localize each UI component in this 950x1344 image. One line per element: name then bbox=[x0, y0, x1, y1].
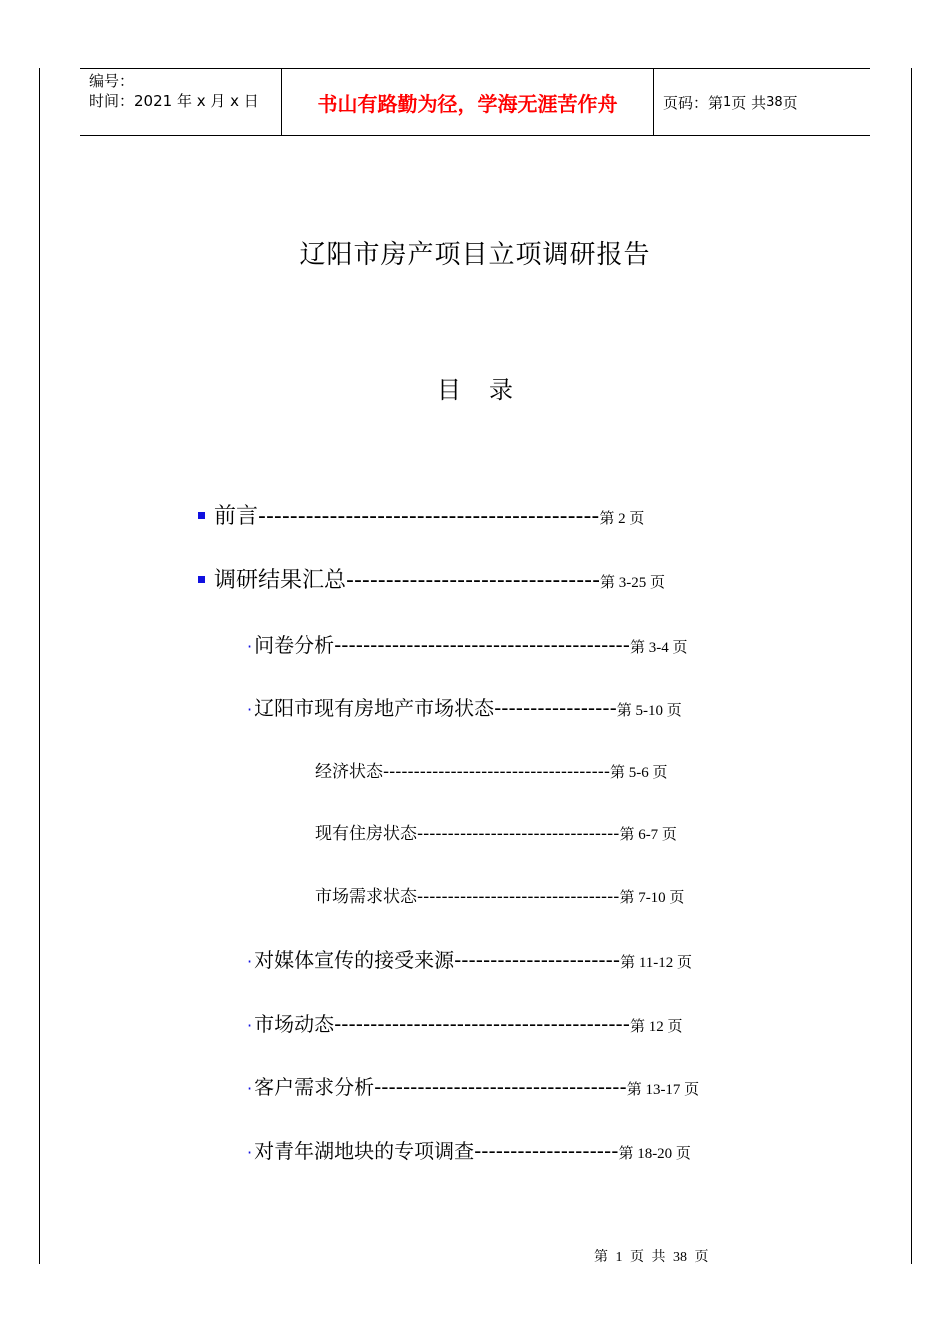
toc-entry-housing[interactable] bbox=[315, 819, 677, 844]
header-info-cell bbox=[80, 69, 281, 135]
toc-entry-economy[interactable] bbox=[315, 757, 667, 782]
page-code-prefix: 页码：第 bbox=[663, 93, 724, 112]
page-footer: 第 1 页 共 38 页 bbox=[594, 1250, 709, 1265]
toc-leader-dashes: ----------------------------------- bbox=[374, 1075, 627, 1099]
toc-entry-market-dynamics[interactable] bbox=[247, 1008, 683, 1037]
header-page-code bbox=[654, 69, 870, 135]
toc-heading-char-2: 录 bbox=[489, 376, 513, 404]
toc-entry-media[interactable] bbox=[247, 944, 692, 973]
header-time-label: 时间：2021 年 x 月 x 日 bbox=[89, 92, 259, 110]
toc-entry-customer-needs[interactable] bbox=[247, 1071, 699, 1100]
toc-page-ref: 第 6-7 页 bbox=[619, 827, 677, 843]
toc-leader-dashes: ----------------------------------------- bbox=[334, 1012, 630, 1036]
toc-entry-label: 现有住房状态 bbox=[315, 824, 417, 844]
toc-leader-dashes: ------------------------------------------- bbox=[258, 504, 600, 529]
toc-leader-dashes: ----------------------- bbox=[454, 948, 621, 972]
dot-bullet-icon: · bbox=[247, 637, 253, 656]
toc-leader-dashes: --------------------------------- bbox=[417, 887, 620, 907]
toc-entry-questionnaire[interactable] bbox=[247, 629, 687, 658]
toc-page-ref: 第 7-10 页 bbox=[619, 890, 685, 906]
dot-bullet-icon: · bbox=[247, 700, 253, 719]
page-code-total: 38 bbox=[766, 94, 783, 110]
toc-entry-label: 问卷分析 bbox=[254, 633, 335, 657]
toc-page-ref: 第 13-17 页 bbox=[626, 1082, 700, 1098]
toc-entry-label: 对媒体宣传的接受来源 bbox=[254, 948, 455, 972]
toc-entry-label: 前言 bbox=[214, 504, 259, 529]
page-code-current: 1 bbox=[723, 94, 732, 110]
page-code-suffix: 页 bbox=[782, 93, 798, 112]
toc-page-ref: 第 12 页 bbox=[629, 1019, 683, 1035]
toc-entry-lake-survey[interactable] bbox=[247, 1135, 691, 1164]
toc-page-ref: 第 3-4 页 bbox=[629, 640, 688, 656]
toc-heading-char-1: 目 bbox=[437, 376, 461, 404]
toc-page-ref: 第 5-10 页 bbox=[616, 703, 682, 719]
toc-entry-label: 辽阳市现有房地产市场状态 bbox=[254, 696, 495, 720]
header-motto: 书山有路勤为径，学海无涯苦作舟 bbox=[281, 69, 654, 135]
header-number-label: 编号： bbox=[89, 72, 135, 90]
toc-entry-label: 市场动态 bbox=[254, 1012, 335, 1036]
toc-leader-dashes: -------------------------------- bbox=[346, 568, 601, 593]
square-bullet-icon bbox=[198, 512, 205, 519]
toc-heading bbox=[0, 370, 950, 405]
toc-page-ref: 第 3-25 页 bbox=[600, 575, 666, 591]
toc-leader-dashes: ------------------------------------- bbox=[383, 762, 610, 782]
document-title: 辽阳市房产项目立项调研报告 bbox=[299, 240, 651, 270]
toc-leader-dashes: ----------------------------------------- bbox=[334, 633, 630, 657]
toc-leader-dashes: -------------------- bbox=[474, 1139, 619, 1163]
page-code-mid: 页 共 bbox=[731, 93, 767, 112]
page-header bbox=[80, 68, 870, 136]
toc-entry-demand[interactable] bbox=[315, 882, 684, 907]
toc-page-ref: 第 2 页 bbox=[599, 511, 645, 527]
dot-bullet-icon: · bbox=[247, 1079, 253, 1098]
toc-entry-label: 经济状态 bbox=[315, 762, 383, 782]
dot-bullet-icon: · bbox=[247, 1143, 253, 1162]
toc-leader-dashes: ----------------- bbox=[494, 696, 617, 720]
toc-entry-preface[interactable] bbox=[198, 499, 644, 530]
toc-page-ref: 第 18-20 页 bbox=[618, 1146, 691, 1162]
square-bullet-icon bbox=[198, 576, 205, 583]
toc-page-ref: 第 5-6 页 bbox=[609, 765, 668, 781]
toc-entry-label: 客户需求分析 bbox=[254, 1075, 375, 1099]
toc-entry-summary[interactable] bbox=[198, 563, 665, 594]
toc-entry-label: 调研结果汇总 bbox=[214, 568, 347, 593]
toc-page-ref: 第 11-12 页 bbox=[620, 955, 693, 971]
toc-entry-label: 市场需求状态 bbox=[315, 887, 417, 907]
toc-entry-label: 对青年湖地块的专项调查 bbox=[254, 1139, 475, 1163]
toc-entry-market-status[interactable] bbox=[247, 692, 682, 721]
toc-leader-dashes: --------------------------------- bbox=[417, 824, 620, 844]
dot-bullet-icon: · bbox=[247, 1016, 253, 1035]
dot-bullet-icon: · bbox=[247, 952, 253, 971]
